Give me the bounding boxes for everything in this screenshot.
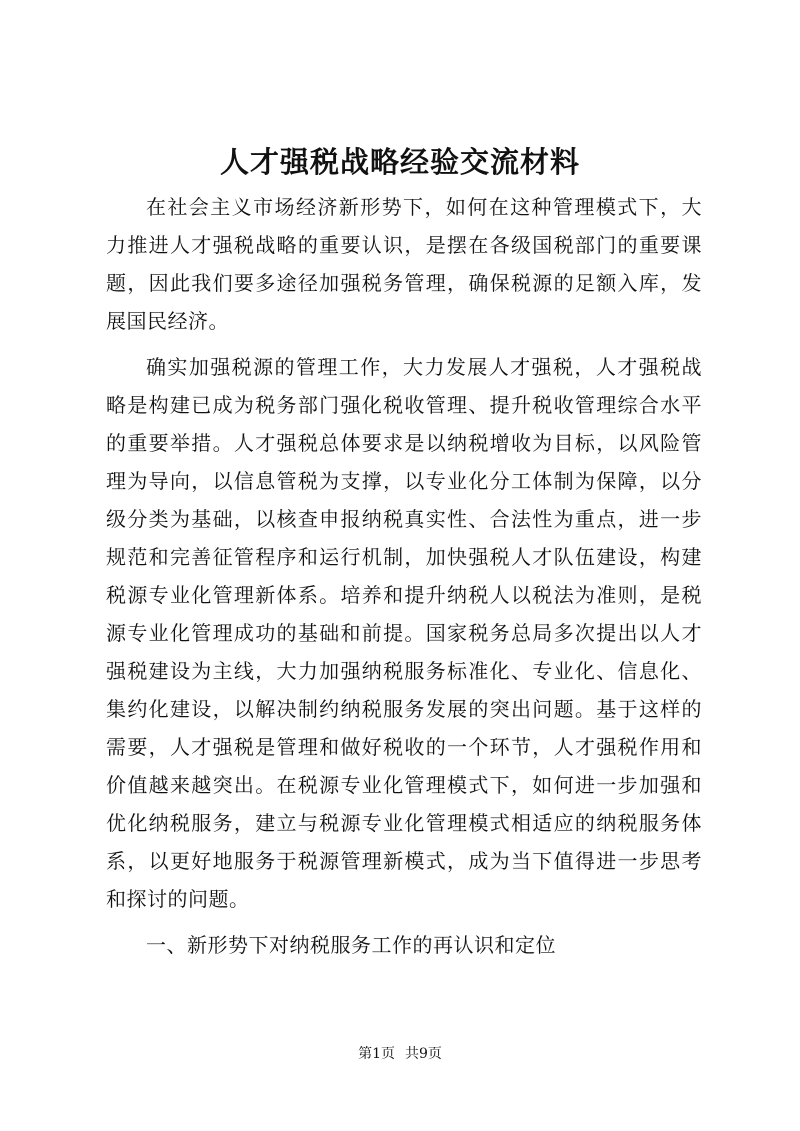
section-heading: 一、新形势下对纳税服务工作的再认识和定位 (146, 933, 556, 957)
paragraph-2-line-15: 和探讨的问题。 (106, 887, 250, 911)
paragraph-1-line-4: 展国民经济。 (106, 309, 229, 333)
total-pages: 共9页 (405, 1046, 442, 1062)
page-footer (0, 1044, 800, 1064)
paragraph-2-line-12: 价值越来越突出。在税源专业化管理模式下，如何进一步加强和 (106, 773, 702, 797)
paragraph-2-line-2: 略是构建已成为税务部门强化税收管理、提升税收管理综合水平 (106, 393, 702, 417)
paragraph-2-line-11: 需要，人才强税是管理和做好税收的一个环节，人才强税作用和 (106, 735, 702, 759)
paragraph-1-line-1: 在社会主义市场经济新形势下，如何在这种管理模式下，大 (146, 195, 702, 219)
paragraph-2-line-3: 的重要举措。人才强税总体要求是以纳税增收为目标，以风险管 (106, 431, 702, 455)
paragraph-2-line-9: 强税建设为主线，大力加强纳税服务标准化、专业化、信息化、 (106, 659, 702, 683)
paragraph-2-line-8: 源专业化管理成功的基础和前提。国家税务总局多次提出以人才 (106, 621, 702, 645)
paragraph-2-line-10: 集约化建设，以解决制约纳税服务发展的突出问题。基于这样的 (106, 697, 702, 721)
paragraph-2-line-13: 优化纳税服务，建立与税源专业化管理模式相适应的纳税服务体 (106, 811, 702, 835)
paragraph-2-line-1: 确实加强税源的管理工作，大力发展人才强税，人才强税战 (146, 355, 702, 379)
document-title: 人才强税战略经验交流材料 (219, 145, 580, 179)
paragraph-2-line-6: 规范和完善征管程序和运行机制，加快强税人才队伍建设，构建 (106, 545, 702, 569)
paragraph-2-line-5: 级分类为基础，以核查申报纳税真实性、合法性为重点，进一步 (106, 507, 702, 531)
paragraph-2-line-14: 系，以更好地服务于税源管理新模式，成为当下值得进一步思考 (106, 849, 702, 873)
page-number: 第1页 (358, 1046, 395, 1062)
paragraph-2-line-4: 理为导向，以信息管税为支撑，以专业化分工体制为保障，以分 (106, 469, 702, 493)
paragraph-1-line-2: 力推进人才强税战略的重要认识，是摆在各级国税部门的重要课 (106, 233, 702, 257)
paragraph-2-line-7: 税源专业化管理新体系。培养和提升纳税人以税法为准则，是税 (106, 583, 702, 607)
paragraph-1-line-3: 题，因此我们要多途径加强税务管理，确保税源的足额入库，发 (106, 271, 702, 295)
